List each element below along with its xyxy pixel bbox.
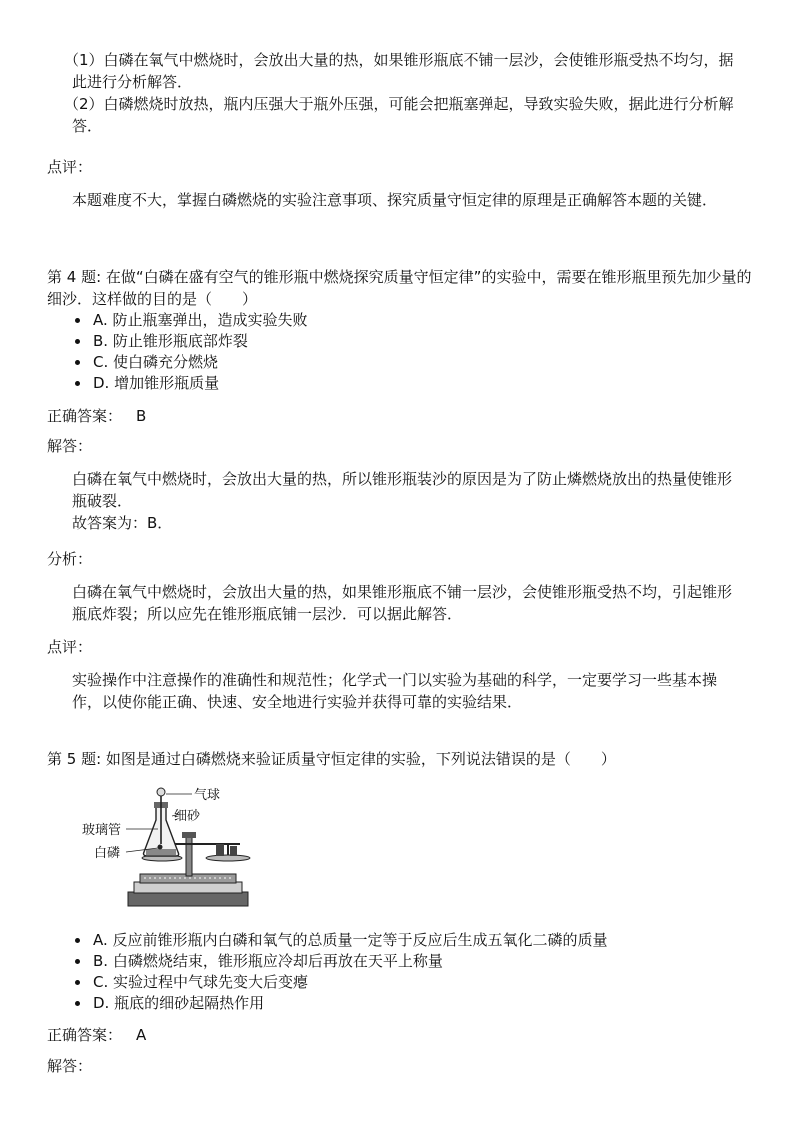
analysis-paragraph-1: （1）白磷在氧气中燃烧时，会放出大量的热，如果锥形瓶底不铺一层沙，会使锥形瓶受热不均匀，据此进行分析解答． — [64, 51, 734, 91]
options-list — [0, 930, 800, 1014]
comment-text: 实验操作中注意操作的准确性和规范性；化学式一门以实验为基础的科学，一定要学习一些基本操作，以使你能正确、快速、安全地进行实验并获得可靠的实验结果． — [72, 671, 718, 711]
option-d: D. 增加锥形瓶质量 — [75, 373, 800, 394]
balance-base — [128, 892, 248, 906]
question-title: 第 4 题: 在做“白磷在盛有空气的锥形瓶中燃烧探究质量守恒定律”的实验中，需要在锥形瓶里预先加少量的细沙．这样做的目的是（ ） — [47, 268, 752, 308]
option-a: A. 反应前锥形瓶内白磷和氧气的总质量一定等于反应后生成五氧化二磷的质量 — [75, 930, 800, 951]
experiment-figure — [80, 786, 280, 912]
answer-label: 正确答案： — [47, 1026, 123, 1044]
analysis-text: 白磷在氧气中燃烧时，会放出大量的热，如果锥形瓶底不铺一层沙，会使锥形瓶受热不均，引起锥形瓶底炸裂；所以应先在锥形瓶底铺一层沙．可以据此解答． — [72, 583, 733, 623]
question-4 — [0, 266, 800, 394]
option-b: B. 白磷燃烧结束，锥形瓶应冷却后再放在天平上称量 — [75, 951, 800, 972]
q5-solution — [0, 1055, 800, 1077]
solution-label: 解答： — [47, 1057, 93, 1075]
label-sand: 细砂 — [174, 809, 201, 824]
analysis-label: 分析： — [47, 550, 93, 568]
comment-label: 点评： — [47, 158, 93, 176]
q5-answer — [0, 1024, 800, 1046]
comment-text: 本题难度不大，掌握白磷燃烧的实验注意事项、探究质量守恒定律的原理是正确解答本题的关键． — [72, 191, 718, 209]
q4-analysis — [0, 548, 800, 625]
top-comment — [0, 156, 800, 211]
options-list — [0, 310, 800, 394]
solution-text: 白磷在氧气中燃烧时，会放出大量的热，所以锥形瓶装沙的原因是为了防止燐燃烧放出的热量使锥形瓶破裂． — [72, 470, 733, 510]
q4-comment — [0, 636, 800, 713]
analysis-paragraph-2: （2）白磷燃烧时放热，瓶内压强大于瓶外压强，可能会把瓶塞弹起，导致实验失败，据此进行分析解答． — [64, 95, 734, 135]
label-balloon: 气球 — [194, 788, 221, 803]
label-glass-tube: 玻璃管 — [82, 823, 122, 838]
q4-solution — [0, 435, 800, 534]
top-analysis — [0, 49, 800, 137]
comment-label: 点评： — [47, 638, 93, 656]
solution-label: 解答： — [47, 437, 93, 455]
question-5 — [0, 748, 800, 770]
q4-answer — [0, 405, 800, 427]
white-phosphorus — [158, 845, 163, 850]
sand — [146, 849, 176, 855]
label-phosphorus: 白磷 — [94, 846, 121, 861]
solution-conclusion: 故答案为：B． — [72, 514, 173, 532]
option-c: C. 使白磷充分燃烧 — [75, 352, 800, 373]
answer-value: B — [136, 407, 147, 425]
option-b: B. 防止锥形瓶底部炸裂 — [75, 331, 800, 352]
q5-options — [0, 930, 800, 1014]
option-a: A. 防止瓶塞弹出，造成实验失败 — [75, 310, 800, 331]
answer-value: A — [136, 1026, 147, 1044]
balloon — [157, 788, 165, 796]
question-title: 第 5 题: 如图是通过白磷燃烧来验证质量守恒定律的实验，下列说法错误的是（ ） — [47, 750, 616, 768]
option-d: D. 瓶底的细砂起隔热作用 — [75, 993, 800, 1014]
option-c: C. 实验过程中气球先变大后变瘪 — [75, 972, 800, 993]
answer-label: 正确答案： — [47, 407, 123, 425]
